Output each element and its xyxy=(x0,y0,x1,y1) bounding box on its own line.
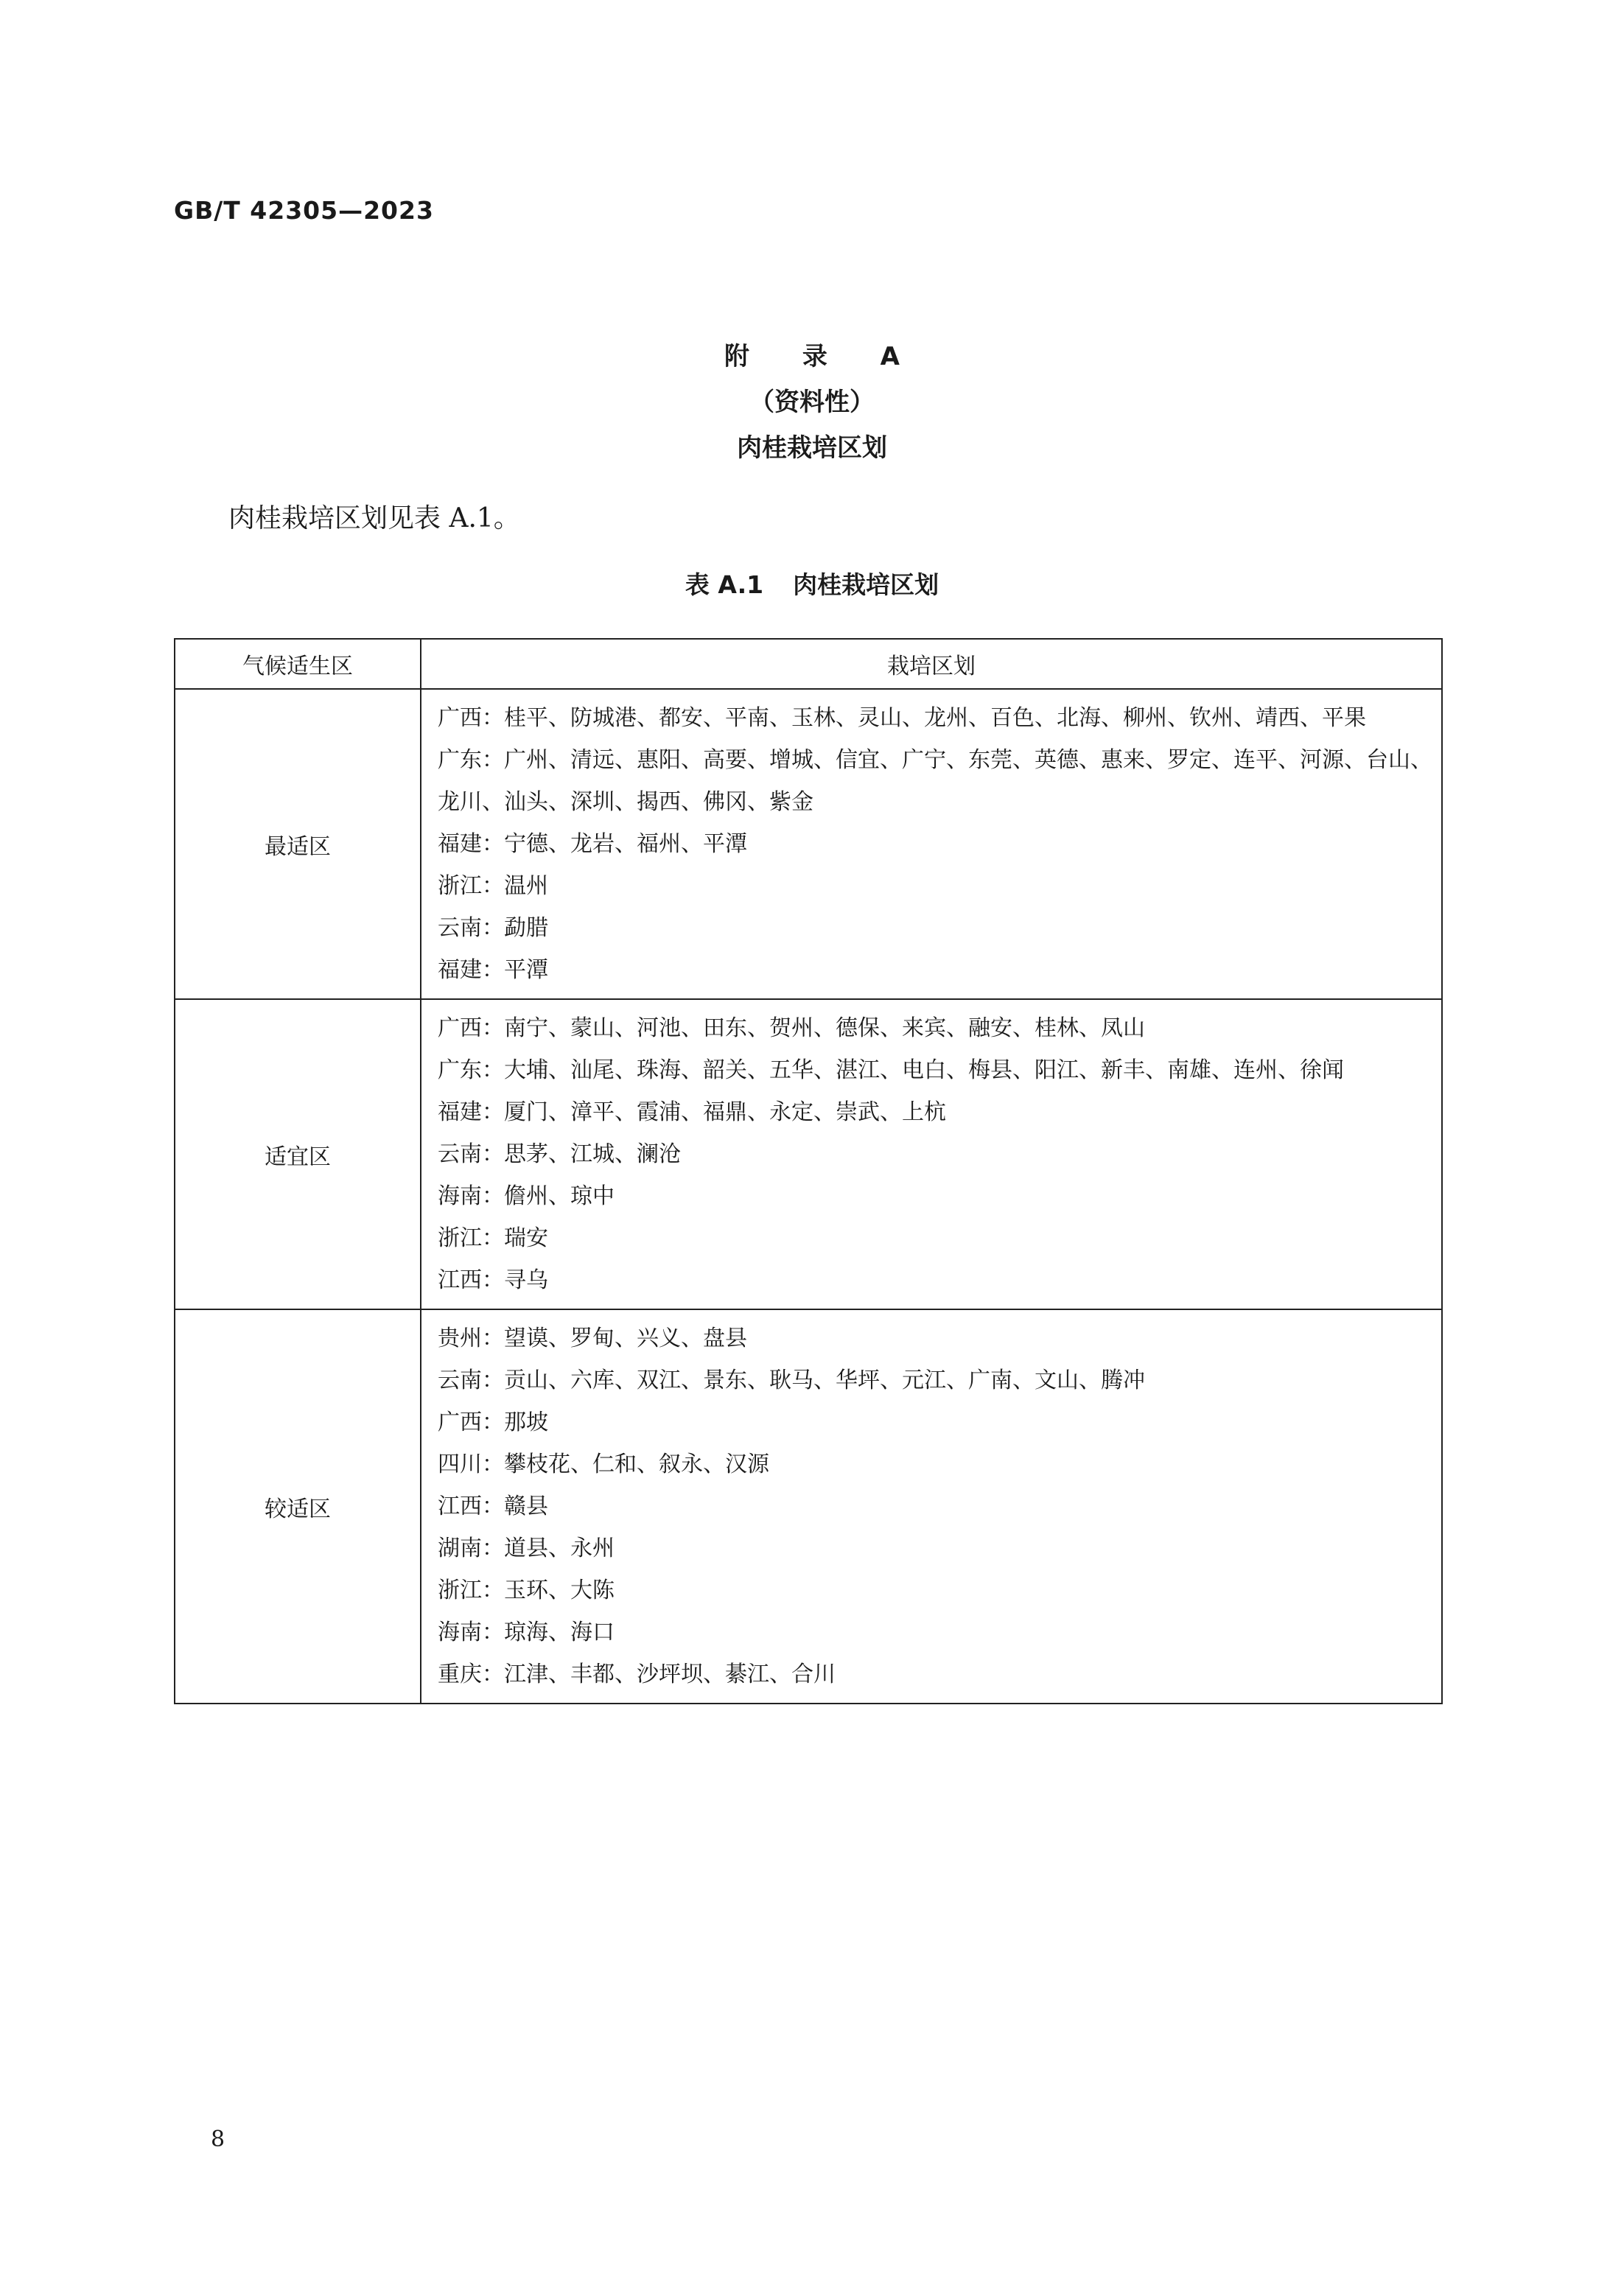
table-row xyxy=(175,689,1442,999)
region-line: 重庆：江津、丰都、沙坪坝、綦江、合川 xyxy=(438,1662,836,1687)
region-line: 四川：攀枝花、仁和、叙永、汉源 xyxy=(438,1452,769,1477)
table-row xyxy=(175,1309,1442,1704)
region-line: 广东：广州、清远、惠阳、高要、增城、信宜、广宁、东莞、英德、惠来、罗定、连平、河源、台山、龙川、汕头、深圳、揭西、佛冈、紫金 xyxy=(438,747,1432,815)
region-line: 广东：大埔、汕尾、珠海、韶关、五华、湛江、电白、梅县、阳江、新丰、南雄、连州、徐闻 xyxy=(438,1057,1344,1083)
appendix-title: 附 录 A xyxy=(724,342,922,371)
region-line: 海南：儋州、琼中 xyxy=(438,1183,615,1209)
region-line: 云南：思茅、江城、澜沧 xyxy=(438,1141,681,1167)
zone-regions-cell xyxy=(421,689,1442,999)
region-line: 福建：宁德、龙岩、福州、平潭 xyxy=(438,831,747,857)
table-caption-title: 肉桂栽培区划 xyxy=(793,570,939,599)
region-line: 云南：贡山、六库、双江、景东、耿马、华坪、元江、广南、文山、腾冲 xyxy=(438,1368,1145,1393)
appendix-subject: 肉桂栽培区划 xyxy=(737,433,887,463)
region-line: 浙江：温州 xyxy=(438,873,548,899)
table-caption xyxy=(0,570,1624,600)
standard-code: GB/T 42305—2023 xyxy=(174,196,434,225)
region-line: 福建：平潭 xyxy=(438,957,548,983)
region-line: 广西：南宁、蒙山、河池、田东、贺州、德保、来宾、融安、桂林、凤山 xyxy=(438,1015,1145,1041)
page-number: 8 xyxy=(211,2126,225,2152)
zone-regions-cell xyxy=(421,999,1442,1309)
region-line: 浙江：玉环、大陈 xyxy=(438,1578,615,1603)
region-line: 湖南：道县、永州 xyxy=(438,1536,615,1561)
table-row xyxy=(175,999,1442,1309)
region-line: 海南：琼海、海口 xyxy=(438,1620,615,1645)
intro-paragraph: 肉桂栽培区划见表 A.1。 xyxy=(228,503,520,533)
region-line: 福建：厦门、漳平、霞浦、福鼎、永定、崇武、上杭 xyxy=(438,1099,946,1125)
zone-name-cell: 较适区 xyxy=(175,1309,421,1704)
region-line: 江西：寻乌 xyxy=(438,1267,548,1293)
region-line: 贵州：望谟、罗甸、兴义、盘县 xyxy=(438,1326,747,1351)
region-line: 浙江：瑞安 xyxy=(438,1225,548,1251)
header-cultivation-division: 栽培区划 xyxy=(421,639,1442,689)
region-line: 云南：勐腊 xyxy=(438,915,548,941)
header-climate-zone: 气候适生区 xyxy=(175,639,421,689)
region-line: 广西：那坡 xyxy=(438,1410,548,1435)
zone-regions-cell xyxy=(421,1309,1442,1704)
table-header-row xyxy=(175,639,1442,689)
table-caption-number: 表 A.1 xyxy=(685,570,764,599)
zone-name-cell: 最适区 xyxy=(175,689,421,999)
zone-name-cell: 适宜区 xyxy=(175,999,421,1309)
region-line: 江西：赣县 xyxy=(438,1494,548,1519)
region-line: 广西：桂平、防城港、都安、平南、玉林、灵山、龙州、百色、北海、柳州、钦州、靖西、平果 xyxy=(438,705,1366,731)
appendix-nature: （资料性） xyxy=(749,388,875,417)
cultivation-zone-table xyxy=(174,638,1443,1704)
